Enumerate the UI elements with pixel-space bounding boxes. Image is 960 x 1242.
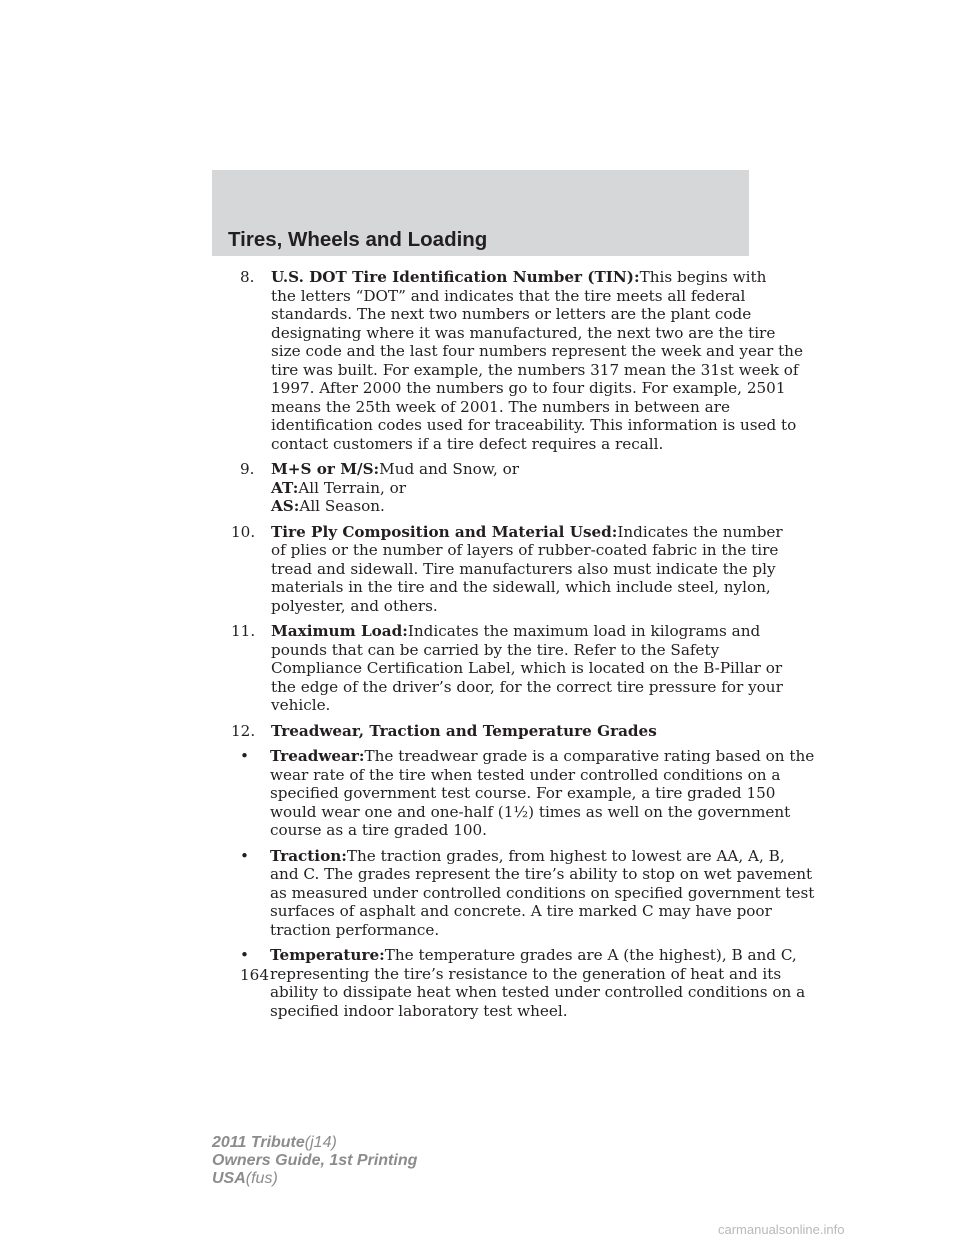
item-number: 10. (231, 522, 256, 541)
item-number: 9. (240, 460, 255, 478)
item-label: Treadwear, Traction and Temperature Grades (271, 721, 657, 740)
page-number: 164 (240, 966, 269, 984)
bullet-label: Traction: (270, 846, 347, 865)
bullet-treadwear: • Treadwear:The treadwear grade is a comparative rating based on the wear rate of the tire when tested under controlled conditions on a specified government test course. For example, a tire graded 150 would wear one and one-half (1½) times as well on the government course as a tire graded 100. (240, 747, 815, 839)
watermark: carmanualsonline.info (718, 1222, 845, 1237)
bullet-icon: • (240, 946, 249, 964)
item-label: M+S or M/S: (271, 460, 380, 478)
item-number: 12. (231, 721, 256, 740)
bullet-label: Treadwear: (270, 747, 365, 765)
bullet-label: Temperature: (270, 946, 385, 964)
bullet-temperature: • Temperature:The temperature grades are A (the highest), B and C, representing the tire’s resistance to the generation of heat and its ability to dissipate heat when tested under controlled conditions on a specified indoor laboratory test wheel. (240, 946, 806, 1020)
item-number: 11. (231, 622, 256, 640)
list-item-8: 8. U.S. DOT Tire Identification Number (TIN):This begins with the letters “DOT” and indicates that the tire meets all federal standards. The next two numbers or letters are the plant code designating where it was manufactured, the next two are the tire size code and the last four numbers represent the week and year the tire was built. For example, the numbers 317 mean the 31st week of 1997. After 2000 the numbers go to four digits. For example, 2501 means the 25th week of 2001. The numbers in between are identification codes used for traceability. This information is used to contact customers if a tire defect requires a recall. (240, 268, 803, 453)
item-label: U.S. DOT Tire Identification Number (TIN): (271, 268, 640, 286)
item-label: Tire Ply Composition and Material Used: (271, 522, 618, 541)
list-item-9: 9. M+S or M/S:Mud and Snow, or AT:All Terrain, or AS:All Season. (240, 460, 520, 515)
bullet-icon: • (240, 846, 249, 865)
bullet-traction: • Traction:The traction grades, from highest to lowest are AA, A, B, and C. The grades represent the tire’s ability to stop on wet pavement as measured under controlled conditions on specified government test surfaces of asphalt and concrete. A tire marked C may have poor traction performance. (240, 846, 815, 939)
section-title: Tires, Wheels and Loading (228, 228, 488, 251)
print-footer: 2011 Tribute(j14) Owners Guide, 1st Printing USA(fus) (212, 1134, 418, 1187)
bullet-icon: • (240, 747, 249, 765)
list-item-10: 10. Tire Ply Composition and Material Used:Indicates the number of plies or the number of layers of rubber-coated fabric in the tire tread and sidewall. Tire manufacturers also must indicate the ply materials in the tire and the sidewall, which include steel, nylon, polyester, and others. (231, 522, 783, 615)
section-header-band (212, 170, 749, 256)
list-item-12 (231, 721, 760, 741)
item-number: 8. (240, 268, 255, 286)
page-content (231, 268, 815, 1027)
list-item-11: 11. Maximum Load:Indicates the maximum load in kilograms and pounds that can be carried by the tire. Refer to the Safety Compliance Certification Label, which is located on the B-Pillar or the edge of the driver’s door, for the correct tire pressure for your vehicle. (231, 622, 783, 714)
item-label: Maximum Load: (271, 622, 408, 640)
